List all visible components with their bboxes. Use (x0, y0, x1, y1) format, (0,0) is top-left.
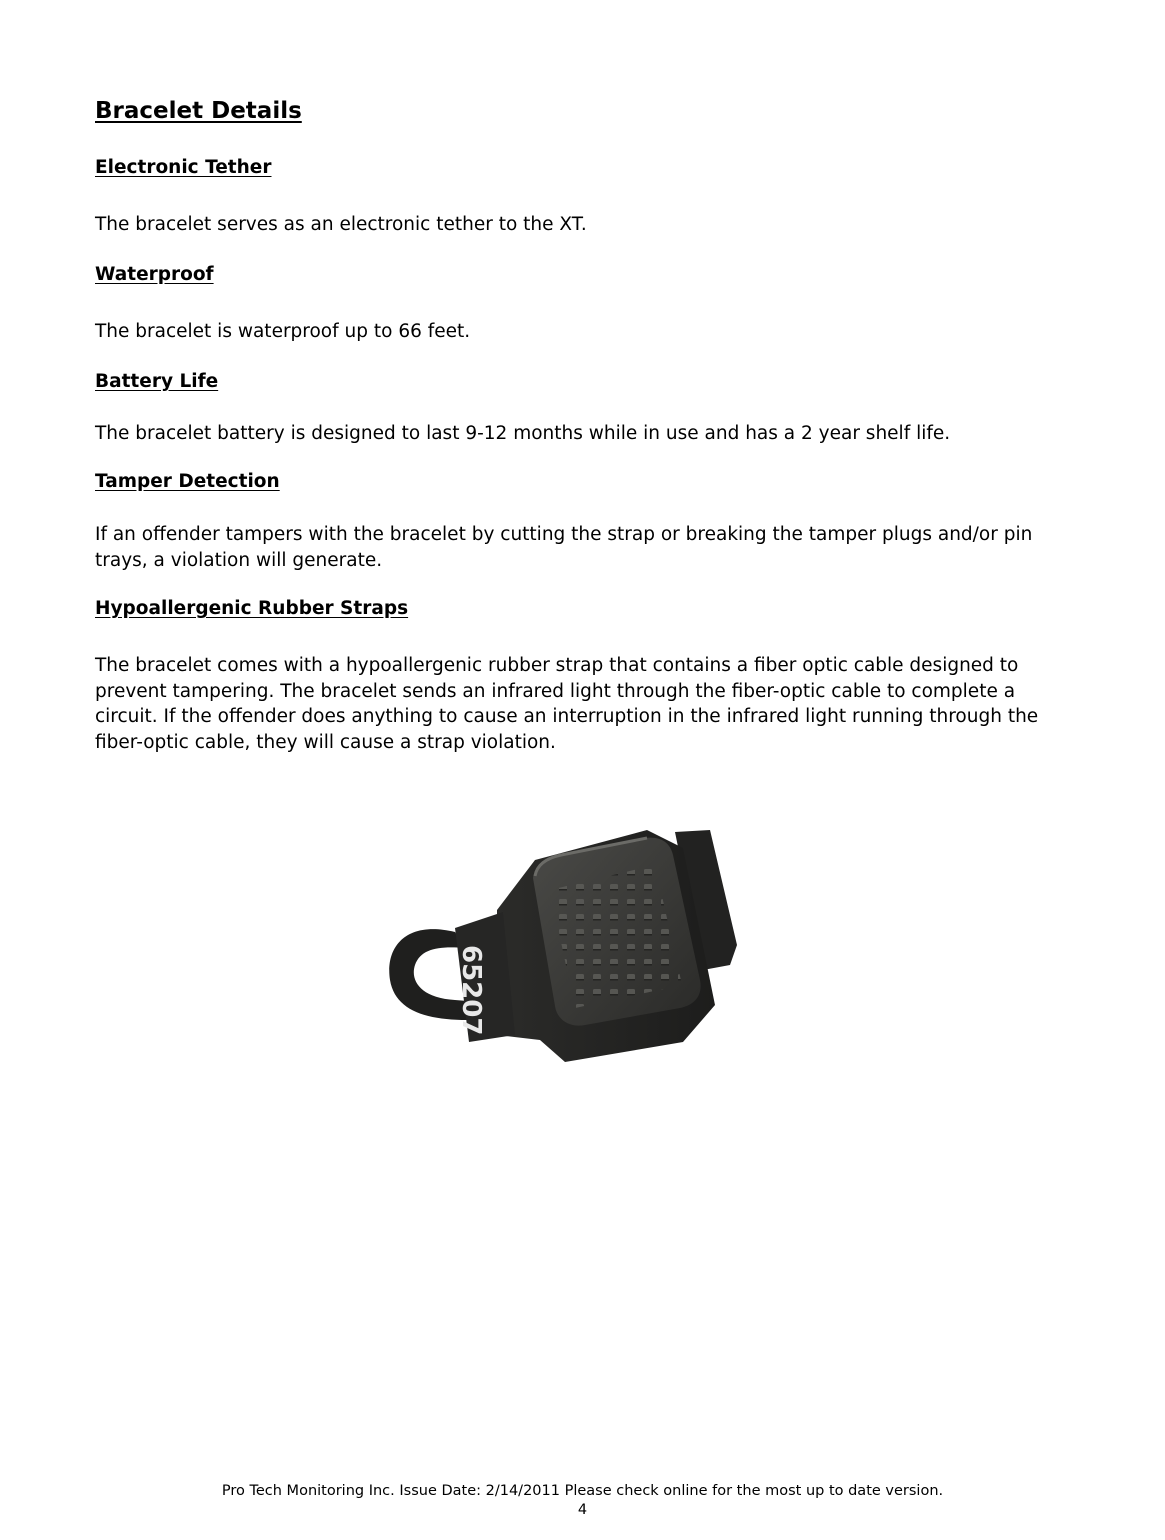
bracelet-serial-label: 65207 (456, 945, 486, 1036)
paragraph-battery-life: The bracelet battery is designed to last 9-12 months while in use and has a 2 year shelf life. (95, 423, 951, 444)
paragraph-electronic-tether: The bracelet serves as an electronic tether to the XT. (95, 214, 587, 235)
heading-battery-life: Battery Life (95, 371, 219, 392)
page-footer (0, 1482, 1165, 1520)
footer-text: Pro Tech Monitoring Inc. Issue Date: 2/14/2011 Please check online for the most up to date version. (221, 1483, 944, 1499)
paragraph-hypoallergenic-straps: The bracelet comes with a hypoallergenic rubber strap that contains a fiber optic cable designed to prevent tampering. The bracelet sends an infrared light through the fiber-optic cable to complete a circuit. If the offender does anything to cause an interruption in the infrared light running through the fiber-optic cable, they will cause a strap violation. (95, 655, 1039, 753)
heading-electronic-tether: Electronic Tether (95, 157, 272, 178)
paragraph-waterproof: The bracelet is waterproof up to 66 feet. (95, 321, 471, 342)
heading-hypoallergenic-straps: Hypoallergenic Rubber Straps (95, 598, 409, 619)
heading-waterproof: Waterproof (95, 264, 214, 285)
paragraph-tamper-detection: If an offender tampers with the bracelet by cutting the strap or breaking the tamper plugs and/or pin trays, a violation will generate. (95, 524, 1033, 571)
page-number: 4 (577, 1502, 588, 1518)
bracelet-photo (385, 820, 755, 1080)
page-title: Bracelet Details (95, 98, 302, 124)
heading-tamper-detection: Tamper Detection (95, 471, 280, 492)
